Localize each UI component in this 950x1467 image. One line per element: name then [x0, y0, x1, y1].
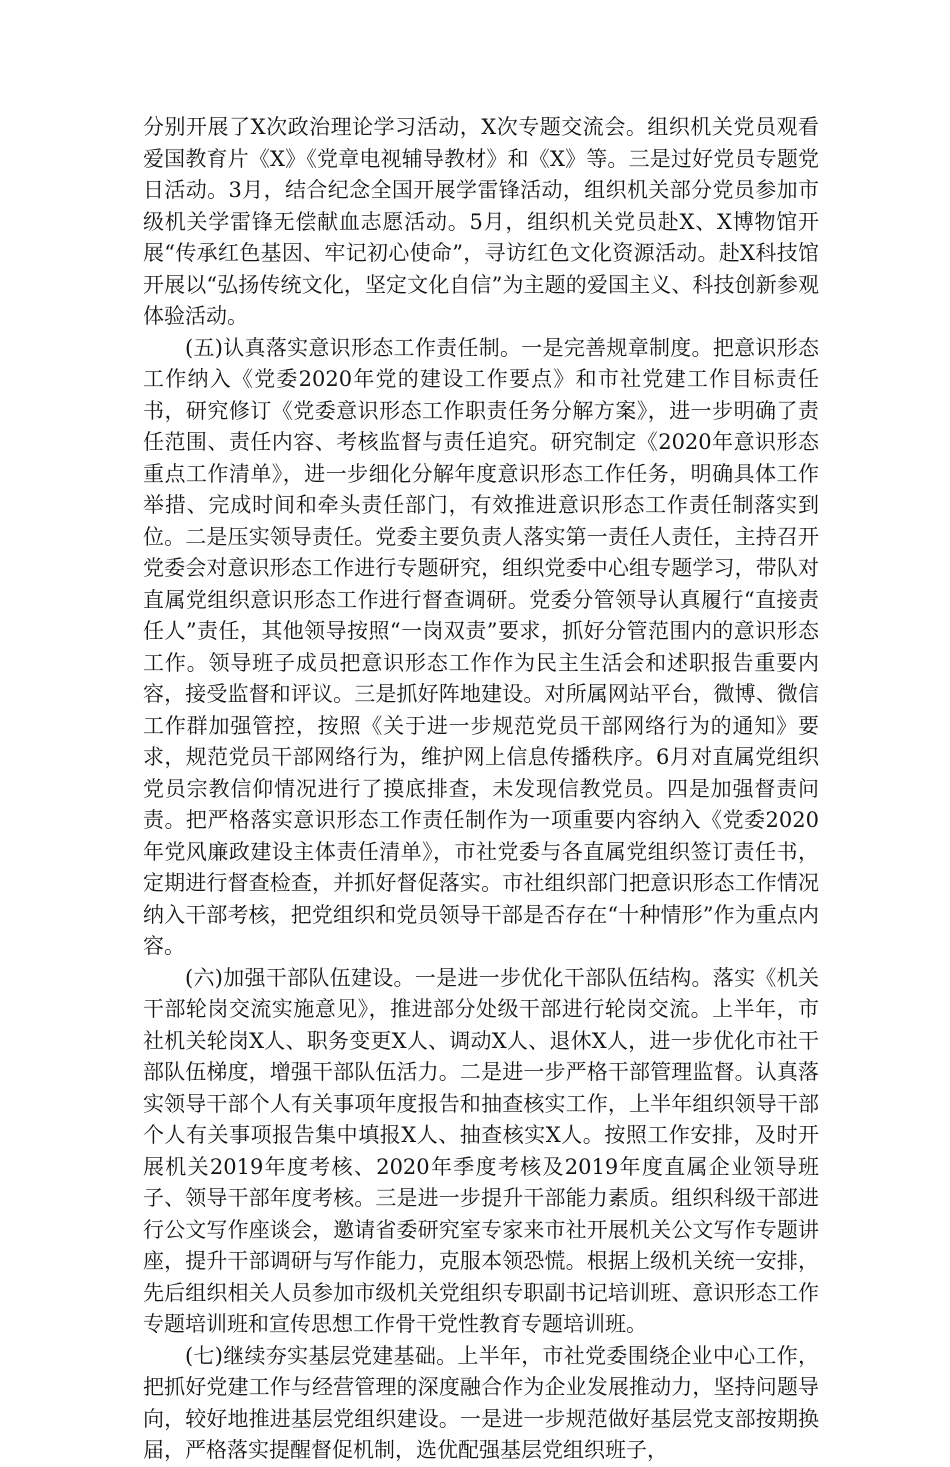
document-body	[143, 112, 819, 1467]
paragraph-grassroots-party: (七)继续夯实基层党建基础。上半年，市社党委围绕企业中心工作，把抓好党建工作与经营管理的深度融合作为企业发展推动力，坚持问题导向，较好地推进基层党组织建设。一是进一步规范做好基层党支部按期换届，严格落实提醒督促机制，选优配强基层党组织班子，	[143, 1343, 819, 1462]
paragraph-activities-continued: 分别开展了X次政治理论学习活动，X次专题交流会。组织机关党员观看爱国教育片《X》《党章电视辅导教材》和《X》等。三是过好党员专题党日活动。3月，结合纪念全国开展学雷锋活动，组织机关部分党员参加市级机关学雷锋无偿献血志愿活动。5月，组织机关党员赴X、X博物馆开展“传承红色基因、牢记初心使命”，寻访红色文化资源活动。赴X科技馆开展以“弘扬传统文化，坚定文化自信”为主题的爱国主义、科技创新参观体验活动。	[143, 115, 819, 328]
paragraph-cadre-team: (六)加强干部队伍建设。一是进一步优化干部队伍结构。落实《机关干部轮岗交流实施意见》，推进部分处级干部进行轮岗交流。上半年，市社机关轮岗X人、职务变更X人、调动X人、退休X人，进一步优化市社干部队伍梯度，增强干部队伍活力。二是进一步严格干部管理监督。认真落实领导干部个人有关事项年度报告和抽查核实工作，上半年组织领导干部个人有关事项报告集中填报X人、抽查核实X人。按照工作安排，及时开展机关2019年度考核、2020年季度考核及2019年度直属企业领导班子、领导干部年度考核。三是进一步提升干部能力素质。组织科级干部进行公文写作座谈会，邀请省委研究室专家来市社开展机关公文写作专题讲座，提升干部调研与写作能力，克服本领恐慌。根据上级机关统一安排，先后组织相关人员参加市级机关党组织专职副书记培训班、意识形态工作专题培训班和宣传思想工作骨干党性教育专题培训班。	[143, 965, 819, 1336]
paragraph-ideology-responsibility: (五)认真落实意识形态工作责任制。一是完善规章制度。把意识形态工作纳入《党委2020年党的建设工作要点》和市社党建工作目标责任书，研究修订《党委意识形态工作职责任务分解方案》，进一步明确了责任范围、责任内容、考核监督与责任追究。研究制定《2020年意识形态重点工作清单》，进一步细化分解年度意识形态工作任务，明确具体工作举措、完成时间和牵头责任部门，有效推进意识形态工作责任制落实到位。二是压实领导责任。党委主要负责人落实第一责任人责任，主持召开党委会对意识形态工作进行专题研究，组织党委中心组专题学习，带队对直属党组织意识形态工作进行督查调研。党委分管领导认真履行“直接责任人”责任，其他领导按照“一岗双责”要求，抓好分管范围内的意识形态工作。领导班子成员把意识形态工作作为民主生活会和述职报告重要内容，接受监督和评议。三是抓好阵地建设。对所属网站平台，微博、微信工作群加强管控，按照《关于进一步规范党员干部网络行为的通知》要求，规范党员干部网络行为，维护网上信息传播秩序。6月对直属党组织党员宗教信仰情况进行了摸底排查，未发现信教党员。四是加强督责问责。把严格落实意识形态工作责任制作为一项重要内容纳入《党委2020年党风廉政建设主体责任清单》，市社党委与各直属党组织签订责任书，定期进行督查检查，并抓好督促落实。市社组织部门把意识形态工作情况纳入干部考核，把党组织和党员领导干部是否存在“十种情形”作为重点内容。	[143, 335, 819, 958]
